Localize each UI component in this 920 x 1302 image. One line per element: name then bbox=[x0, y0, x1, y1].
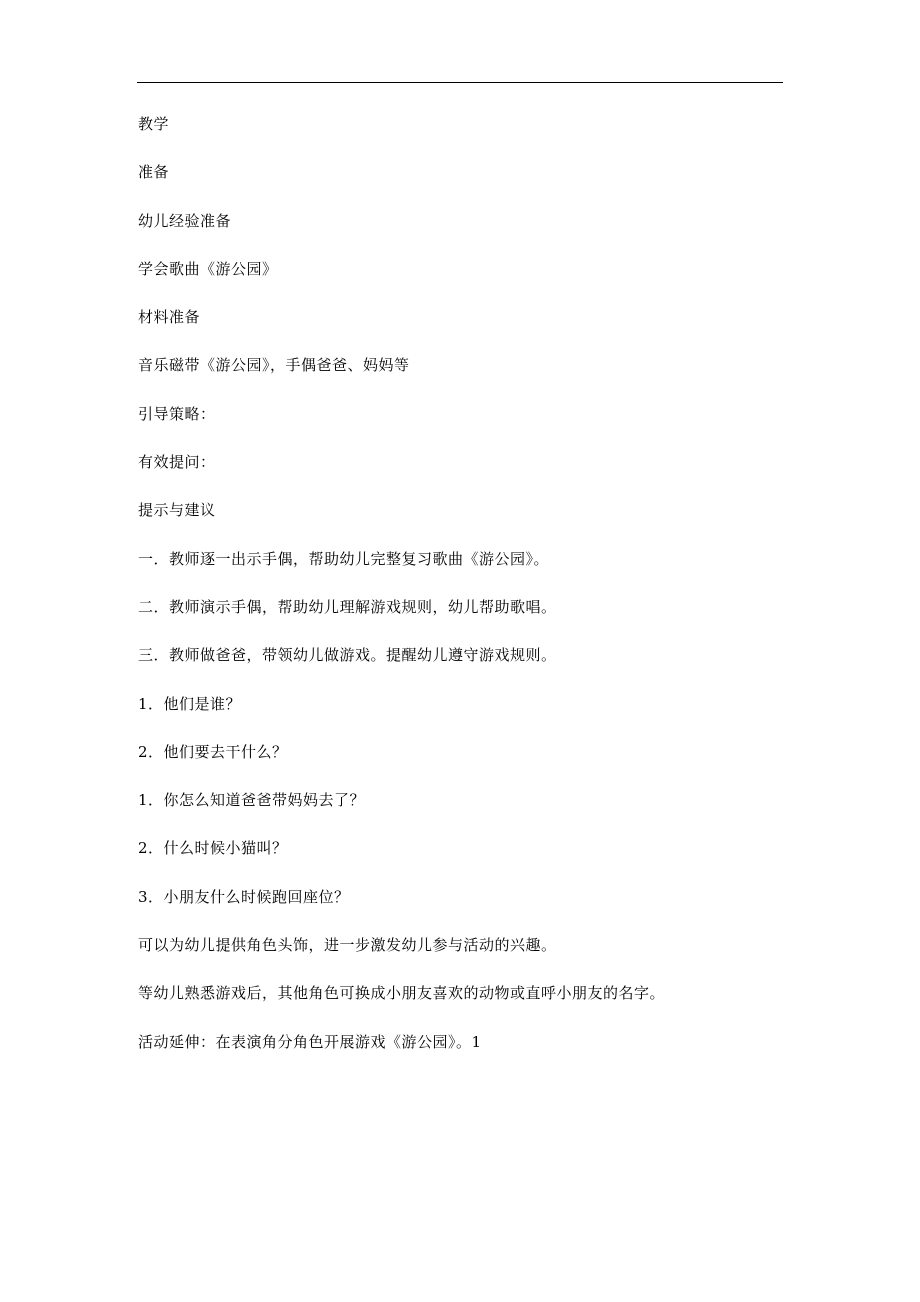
text-line: 有效提问： bbox=[138, 453, 216, 472]
text-line: 准备 bbox=[138, 163, 170, 182]
text-line: 提示与建议 bbox=[138, 501, 216, 520]
text-line: 三．教师做爸爸，带领幼儿做游戏。提醒幼儿遵守游戏规则。 bbox=[138, 646, 557, 665]
text-line: 音乐磁带《游公园》，手偶爸爸、妈妈等 bbox=[138, 356, 410, 375]
text-line: 1．你怎么知道爸爸带妈妈去了？ bbox=[138, 791, 366, 810]
text-line: 一．教师逐一出示手偶，帮助幼儿完整复习歌曲《游公园》。 bbox=[138, 549, 550, 568]
text-line: 二．教师演示手偶，帮助幼儿理解游戏规则，幼儿帮助歌唱。 bbox=[138, 597, 557, 616]
text-line: 材料准备 bbox=[138, 308, 201, 327]
text-line: 活动延伸：在表演角分角色开展游戏《游公园》。1 bbox=[138, 1032, 482, 1051]
header-rule bbox=[137, 82, 783, 83]
text-line: 教学 bbox=[138, 115, 170, 133]
text-line: 2．他们要去干什么？ bbox=[138, 742, 288, 761]
document-body bbox=[138, 112, 818, 1078]
text-line: 3．小朋友什么时候跑回座位？ bbox=[138, 887, 350, 906]
text-line: 1．他们是谁？ bbox=[138, 694, 242, 713]
text-line: 学会歌曲《游公园》 bbox=[138, 259, 278, 278]
text-line: 可以为幼儿提供角色头饰，进一步激发幼儿参与活动的兴趣。 bbox=[138, 936, 557, 955]
text-line: 2．什么时候小猫叫？ bbox=[138, 839, 288, 858]
text-line: 等幼儿熟悉游戏后，其他角色可换成小朋友喜欢的动物或直呼小朋友的名字。 bbox=[138, 984, 666, 1003]
text-line: 幼儿经验准备 bbox=[138, 211, 232, 230]
text-line: 引导策略： bbox=[138, 404, 216, 423]
